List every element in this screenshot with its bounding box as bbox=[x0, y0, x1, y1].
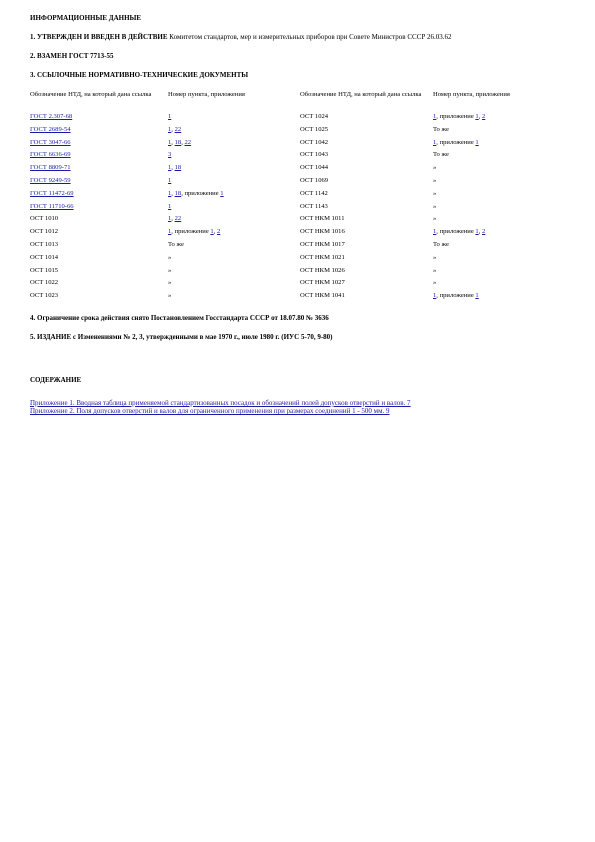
doc-ref-left[interactable]: ГОСТ 11710-66 bbox=[30, 202, 74, 210]
doc-ref-right-cell bbox=[300, 112, 433, 125]
clause-ref-left bbox=[168, 278, 300, 291]
doc-ref-left-cell bbox=[30, 189, 168, 202]
clause-ref-right bbox=[433, 253, 570, 266]
toc-link-appendix-2[interactable]: Приложение 2. Поля допусков отверстий и валов для ограниченного применения при размерах соединений 1 - 500 мм. 9 bbox=[30, 407, 390, 416]
clause-ref-right bbox=[433, 278, 570, 291]
table-row bbox=[30, 291, 570, 304]
doc-ref-right-cell bbox=[300, 214, 433, 227]
doc-ref-left-cell bbox=[30, 150, 168, 163]
clause-text: , приложение bbox=[436, 292, 476, 300]
clause-text: » bbox=[433, 164, 437, 172]
doc-ref-right: ОСТ НКМ 1016 bbox=[300, 228, 345, 236]
toc-link-appendix-1[interactable]: Приложение 1. Вводная таблица применяемой стандартизованных посадок и обозначений полей допусков отверстий и валов. 7 bbox=[30, 398, 411, 407]
clause-text: » bbox=[168, 253, 172, 261]
doc-ref-right: ОСТ НКМ 1021 bbox=[300, 253, 345, 261]
clause-text: , приложение bbox=[171, 228, 211, 236]
table-row bbox=[30, 125, 570, 138]
header-clause-right: Номер пункта, приложения bbox=[433, 91, 510, 98]
clause-ref-right bbox=[433, 189, 570, 202]
clause-text: , приложение bbox=[181, 189, 221, 197]
table-row bbox=[30, 253, 570, 266]
clause-link[interactable]: 1 bbox=[210, 228, 214, 236]
doc-ref-right-cell bbox=[300, 240, 433, 253]
doc-ref-right: ОСТ 1024 bbox=[300, 113, 329, 120]
clause-text: , bbox=[181, 138, 185, 146]
table-row bbox=[30, 189, 570, 202]
table-row bbox=[30, 214, 570, 227]
clause-link[interactable]: 1 bbox=[433, 113, 437, 120]
clause-ref-right bbox=[433, 125, 570, 138]
toc-list bbox=[30, 399, 565, 416]
clause-ref-left bbox=[168, 163, 300, 176]
doc-ref-right-cell bbox=[300, 150, 433, 163]
clause-link[interactable]: 1 bbox=[168, 125, 172, 133]
doc-ref-right-cell bbox=[300, 291, 433, 304]
item-4: 4. Ограничение срока действия снято Постановлением Госстандарта СССР от 18.07.80 № 3636 bbox=[30, 313, 329, 322]
table-row bbox=[30, 138, 570, 151]
doc-ref-right: ОСТ НКМ 1017 bbox=[300, 240, 345, 248]
clause-link[interactable]: 1 bbox=[168, 228, 172, 236]
doc-ref-right-cell bbox=[300, 253, 433, 266]
clause-ref-left bbox=[168, 189, 300, 202]
info-title: ИНФОРМАЦИОННЫЕ ДАННЫЕ bbox=[30, 14, 142, 22]
clause-text: » bbox=[433, 189, 437, 197]
doc-ref-right: ОСТ 1025 bbox=[300, 125, 329, 133]
clause-link[interactable]: 2 bbox=[482, 113, 486, 120]
clause-link[interactable]: 2 bbox=[217, 228, 221, 236]
doc-ref-left: ОСТ 1023 bbox=[30, 292, 59, 300]
doc-ref-left: ОСТ 1014 bbox=[30, 253, 59, 261]
clause-ref-right bbox=[433, 138, 570, 151]
doc-ref-left-cell bbox=[30, 253, 168, 266]
doc-ref-left-cell bbox=[30, 266, 168, 279]
doc-ref-right: ОСТ НКМ 1011 bbox=[300, 215, 345, 223]
clause-text: , bbox=[478, 228, 482, 236]
clause-text: , bbox=[171, 125, 175, 133]
clause-text: » bbox=[433, 279, 437, 287]
doc-ref-right: ОСТ 1143 bbox=[300, 202, 328, 210]
doc-ref-left[interactable]: ГОСТ 8809-71 bbox=[30, 164, 71, 172]
doc-ref-left-cell bbox=[30, 227, 168, 240]
doc-ref-right-cell bbox=[300, 278, 433, 291]
clause-text: » bbox=[433, 202, 437, 210]
doc-ref-right: ОСТ 1069 bbox=[300, 176, 329, 184]
table-row bbox=[30, 163, 570, 176]
doc-ref-left: ОСТ 1012 bbox=[30, 228, 59, 236]
references-table bbox=[30, 90, 570, 304]
doc-ref-left[interactable]: ГОСТ 9249-59 bbox=[30, 176, 71, 184]
clause-ref-left bbox=[168, 240, 300, 253]
clause-link[interactable]: 22 bbox=[174, 125, 182, 133]
clause-ref-right bbox=[433, 227, 570, 240]
clause-link[interactable]: 3 bbox=[168, 151, 172, 159]
doc-ref-right: ОСТ НКМ 1041 bbox=[300, 292, 345, 300]
doc-ref-right: ОСТ 1042 bbox=[300, 138, 329, 146]
doc-ref-left-cell bbox=[30, 176, 168, 189]
doc-ref-left: ОСТ 1015 bbox=[30, 266, 59, 274]
clause-link[interactable]: 18 bbox=[174, 164, 182, 172]
clause-text: , bbox=[171, 189, 175, 197]
clause-link[interactable]: 1 bbox=[475, 292, 479, 300]
doc-ref-left[interactable]: ГОСТ 11472-69 bbox=[30, 189, 74, 197]
doc-ref-right-cell bbox=[300, 202, 433, 215]
clause-ref-left bbox=[168, 214, 300, 227]
clause-ref-right bbox=[433, 266, 570, 279]
header-doc-right: Обозначение НТД, на который дана ссылка bbox=[300, 91, 422, 98]
item-1-lead: 1. УТВЕРЖДЕН И ВВЕДЕН В ДЕЙСТВИЕ bbox=[30, 33, 168, 41]
doc-ref-right-cell bbox=[300, 163, 433, 176]
doc-ref-left: ОСТ 1010 bbox=[30, 215, 59, 223]
table-row bbox=[30, 150, 570, 163]
doc-ref-left-cell bbox=[30, 163, 168, 176]
doc-ref-left-cell bbox=[30, 240, 168, 253]
doc-ref-right-cell bbox=[300, 266, 433, 279]
clause-ref-right bbox=[433, 150, 570, 163]
doc-ref-left[interactable]: ГОСТ 2.307-68 bbox=[30, 113, 73, 120]
doc-ref-left-cell bbox=[30, 291, 168, 304]
clause-text: , приложение bbox=[436, 138, 476, 146]
doc-ref-right: ОСТ НКМ 1026 bbox=[300, 266, 345, 274]
clause-link[interactable]: 1 bbox=[168, 113, 172, 120]
table-row bbox=[30, 266, 570, 279]
doc-ref-right-cell bbox=[300, 138, 433, 151]
clause-text: , bbox=[171, 138, 175, 146]
doc-ref-right: ОСТ 1142 bbox=[300, 189, 328, 197]
clause-link[interactable]: 1 bbox=[433, 138, 437, 146]
clause-link[interactable]: 1 bbox=[168, 215, 172, 223]
clause-text: » bbox=[168, 292, 172, 300]
toc-title: СОДЕРЖАНИЕ bbox=[30, 375, 82, 384]
clause-ref-right bbox=[433, 163, 570, 176]
clause-text: , приложение bbox=[436, 228, 476, 236]
clause-ref-right bbox=[433, 176, 570, 189]
clause-text: То же bbox=[433, 151, 449, 159]
clause-ref-right bbox=[433, 214, 570, 227]
clause-ref-right bbox=[433, 291, 570, 304]
clause-ref-left bbox=[168, 291, 300, 304]
doc-ref-left-cell bbox=[30, 202, 168, 215]
clause-link[interactable]: 1 bbox=[168, 176, 172, 184]
doc-ref-left-cell bbox=[30, 278, 168, 291]
header-doc-left: Обозначение НТД, на который дана ссылка bbox=[30, 91, 152, 98]
clause-text: » bbox=[433, 215, 437, 223]
clause-link[interactable]: 1 bbox=[433, 292, 437, 300]
doc-ref-right-cell bbox=[300, 125, 433, 138]
doc-ref-right: ОСТ 1044 bbox=[300, 164, 329, 172]
clause-ref-left bbox=[168, 202, 300, 215]
table-row bbox=[30, 227, 570, 240]
clause-text: , bbox=[171, 164, 175, 172]
item-3: 3. ССЫЛОЧНЫЕ НОРМАТИВНО-ТЕХНИЧЕСКИЕ ДОКУМЕНТЫ bbox=[30, 71, 249, 79]
clause-ref-left bbox=[168, 125, 300, 138]
table-header-row bbox=[30, 90, 570, 112]
clause-text: То же bbox=[433, 240, 449, 248]
clause-ref-left bbox=[168, 227, 300, 240]
doc-ref-left-cell bbox=[30, 112, 168, 125]
clause-link[interactable]: 1 bbox=[168, 189, 172, 197]
header-clause-left: Номер пункта, приложения bbox=[168, 91, 245, 98]
clause-text: » bbox=[168, 266, 172, 274]
doc-ref-right: ОСТ 1043 bbox=[300, 151, 329, 159]
clause-text: , приложение bbox=[436, 113, 476, 120]
doc-ref-left: ОСТ 1013 bbox=[30, 240, 59, 248]
table-row bbox=[30, 202, 570, 215]
item-1 bbox=[30, 33, 565, 42]
clause-link[interactable]: 1 bbox=[475, 138, 479, 146]
item-1-text: Комитетом стандартов, мер и измерительных приборов при Совете Министров СССР 26.03.62 bbox=[167, 33, 452, 41]
doc-ref-left: ОСТ 1022 bbox=[30, 279, 59, 287]
clause-ref-left bbox=[168, 150, 300, 163]
document-page bbox=[30, 14, 565, 416]
clause-link[interactable]: 18 bbox=[174, 138, 182, 146]
clause-text: » bbox=[433, 253, 437, 261]
item-2: 2. ВЗАМЕН ГОСТ 7713-55 bbox=[30, 52, 114, 60]
clause-text: , bbox=[213, 228, 217, 236]
doc-ref-right: ОСТ НКМ 1027 bbox=[300, 279, 345, 287]
clause-link[interactable]: 1 bbox=[433, 228, 437, 236]
clause-link[interactable]: 1 bbox=[475, 113, 479, 120]
clause-link[interactable]: 2 bbox=[482, 228, 486, 236]
clause-link[interactable]: 18 bbox=[174, 189, 182, 197]
clause-link[interactable]: 1 bbox=[475, 228, 479, 236]
clause-link[interactable]: 1 bbox=[168, 202, 172, 210]
doc-ref-left-cell bbox=[30, 125, 168, 138]
clause-text: , bbox=[478, 113, 482, 120]
clause-text: » bbox=[433, 266, 437, 274]
table-row bbox=[30, 278, 570, 291]
doc-ref-right-cell bbox=[300, 189, 433, 202]
doc-ref-right-cell bbox=[300, 176, 433, 189]
doc-ref-left-cell bbox=[30, 138, 168, 151]
clause-text: То же bbox=[433, 125, 449, 133]
doc-ref-right-cell bbox=[300, 227, 433, 240]
clause-link[interactable]: 22 bbox=[184, 138, 192, 146]
table-row bbox=[30, 176, 570, 189]
clause-link[interactable]: 1 bbox=[168, 138, 172, 146]
item-5: 5. ИЗДАНИЕ с Изменениями № 2, 3, утвержденными в мае 1970 г., июле 1980 г. (ИУС 5-70, 9-80) bbox=[30, 332, 333, 341]
clause-ref-right bbox=[433, 112, 570, 125]
doc-ref-left[interactable]: ГОСТ 3047-66 bbox=[30, 138, 71, 146]
table-row bbox=[30, 240, 570, 253]
clause-ref-left bbox=[168, 176, 300, 189]
table-row bbox=[30, 112, 570, 125]
clause-ref-left bbox=[168, 253, 300, 266]
clause-link[interactable]: 1 bbox=[168, 164, 172, 172]
clause-text: То же bbox=[168, 240, 184, 248]
clause-text: , bbox=[171, 215, 175, 223]
clause-ref-left bbox=[168, 138, 300, 151]
doc-ref-left[interactable]: ГОСТ 6636-69 bbox=[30, 151, 71, 159]
doc-ref-left[interactable]: ГОСТ 2689-54 bbox=[30, 125, 71, 133]
clause-ref-left bbox=[168, 266, 300, 279]
clause-link[interactable]: 22 bbox=[174, 215, 182, 223]
clause-ref-left bbox=[168, 112, 300, 125]
clause-link[interactable]: 1 bbox=[220, 189, 224, 197]
clause-ref-right bbox=[433, 240, 570, 253]
clause-text: » bbox=[168, 279, 172, 287]
clause-text: » bbox=[433, 176, 437, 184]
doc-ref-left-cell bbox=[30, 214, 168, 227]
clause-ref-right bbox=[433, 202, 570, 215]
